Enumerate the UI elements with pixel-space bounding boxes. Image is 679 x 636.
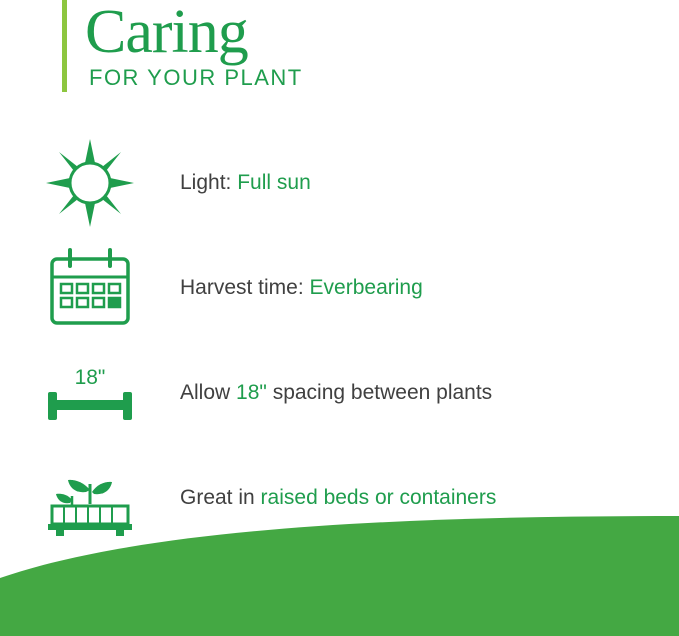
sun-icon [44,137,136,229]
spacing-prefix: Allow [180,380,237,404]
header-text [85,0,303,92]
spacing-suffix: spacing between plants [266,380,493,404]
header [62,0,303,92]
light-value: Full sun [237,170,311,194]
harvest-value: Everbearing [309,275,423,299]
care-row-label-spacing [180,381,492,405]
harvest-prefix: Harvest time: [180,275,310,299]
page-subtitle: FOR YOUR PLANT [89,65,303,90]
header-accent-rule [62,0,67,92]
icon-cell-spacing [0,362,180,424]
care-row-harvest [0,235,679,340]
bottom-green-swoosh [0,516,679,636]
care-row-spacing [0,340,679,445]
care-row-label-location [180,486,496,510]
care-row-label-light [180,171,311,195]
location-prefix: Great in [180,485,261,509]
spacing-value: 18" [236,380,267,404]
spacing-icon-label: 18" [74,365,106,389]
care-row-light [0,130,679,235]
care-rows [0,130,679,550]
icon-cell-light [0,137,180,229]
icon-cell-harvest [0,247,180,329]
light-prefix: Light: [180,170,238,194]
spacing-icon [40,362,140,424]
calendar-icon [44,247,136,329]
page-title: Caring [85,0,248,66]
care-row-label-harvest [180,276,423,300]
location-value: raised beds or containers [260,485,497,509]
